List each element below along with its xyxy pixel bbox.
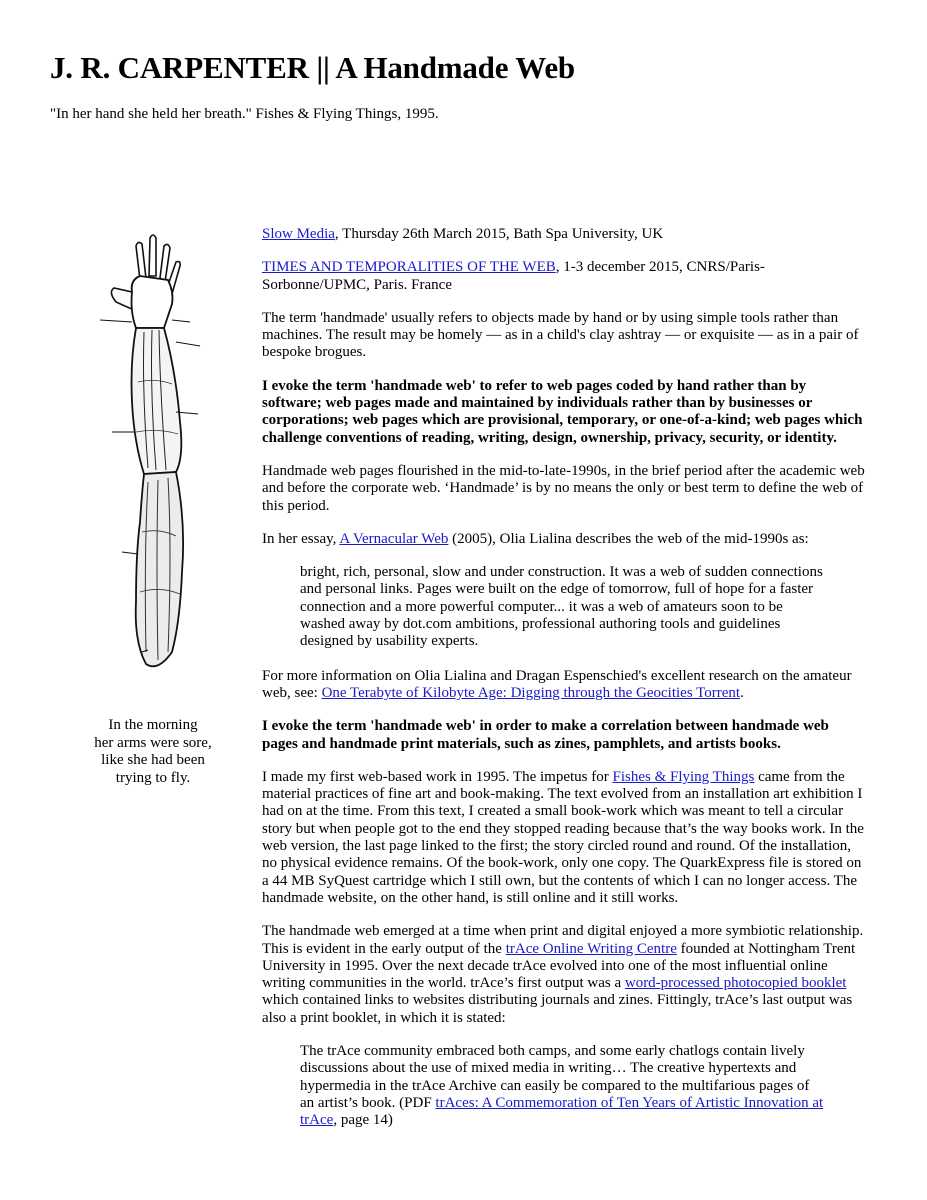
traces-commemoration-link[interactable]: trAces: A Commemoration of Ten Years of Artistic Innovation at trAce [300, 1094, 824, 1129]
first-work-text: I made my first web-based work in 1995. The impetus for [262, 768, 613, 785]
paragraph-term-handmade: The term 'handmade' usually refers to objects made by hand or by using simple tools rather than machines. The result may be homely — as in a child's clay ashtray — or exquisite — as in a pair of bespoke brogues. [262, 309, 859, 361]
essay-text: (2005), Olia Lialina describes the web of the mid-1990s as: [448, 530, 809, 547]
more-info-text: . [740, 684, 744, 701]
caption-line: In the morning [108, 717, 198, 733]
emerged-text: founded at Nottingham Trent University in 1995. Over the next decade trAce evolved into one of the most influential online writing communities in the world. trAce’s first output was a [262, 940, 856, 992]
slow-media-link[interactable]: Slow Media [262, 226, 335, 242]
event-times-temporalities [262, 259, 866, 294]
photocopied-booklet-link[interactable]: word-processed photocopied booklet [624, 975, 847, 992]
trace-quote-text: , page 14) [333, 1112, 393, 1129]
quote-lialina: bright, rich, personal, slow and under construction. It was a web of sudden connections and personal links. Pages were built on the edge of tomorrow, full of hope for a faster connection and a more powerful computer... it was a web of amateurs soon to be washed away by dot.com ambitions, professional authoring tools and guidelines designed by usability experts. [300, 564, 823, 650]
paragraph-essay [262, 531, 866, 548]
event-slow-media [262, 226, 866, 243]
paragraph-evoke-correlation: I evoke the term 'handmade web' in order to make a correlation between handmade web pages and handmade print materials, such as zines, pamphlets, and artists books. [262, 718, 829, 752]
emerged-text: The handmade web emerged at a time when print and digital enjoyed a more symbiotic relationship. This is evident in the early output of the [262, 923, 864, 957]
fishes-flying-things-link[interactable]: Fishes & Flying Things [612, 768, 755, 785]
page-title: J. R. CARPENTER || A Handmade Web [50, 50, 575, 85]
trace-writing-centre-link[interactable]: trAce Online Writing Centre [505, 940, 677, 957]
vernacular-web-link[interactable]: A Vernacular Web [339, 530, 449, 547]
paragraph-evoke-definition: I evoke the term 'handmade web' to refer to web pages coded by hand rather than by software; web pages made and maintained by individuals rather than by businesses or corporations; web pages which are provisional, temporary, or one-of-a-kind; web pages which challenge conventions of reading, writing, design, ownership, privacy, security, or identity. [262, 377, 863, 446]
essay-text: In her essay, [262, 530, 340, 547]
times-temporalities-link[interactable]: TIMES AND TEMPORALITIES OF THE WEB [262, 259, 556, 276]
caption-line: trying to fly. [115, 769, 191, 786]
epigraph: "In her hand she held her breath." Fishes & Flying Things, 1995. [50, 106, 439, 122]
event-detail: , Thursday 26th March 2015, Bath Spa University, UK [334, 226, 664, 242]
arm-illustration-icon [72, 232, 232, 687]
trace-quote-text: The trAce community embraced both camps, and some early chatlogs contain lively discussions about the use of mixed media in writing… The creative hypertexts and hypermedia in the trAce Archive can easily be compared to the multifarious pages of an artist’s book. (PDF [300, 1042, 810, 1111]
paragraph-first-work [262, 769, 866, 907]
sidebar [70, 232, 240, 687]
caption-line: like she had been [101, 752, 205, 768]
quote-trace [300, 1043, 826, 1129]
paragraph-more-info [262, 668, 866, 703]
emerged-text: which contained links to websites distributing journals and zines. Fittingly, trAce’s last output was also a print booklet, in which it is stated: [262, 992, 853, 1026]
paragraph-handmade-emerged [262, 923, 866, 1027]
event-detail: , 1-3 december 2015, CNRS/Paris-Sorbonne/UPMC, Paris. France [262, 259, 765, 293]
image-caption [70, 717, 236, 787]
more-info-text: For more information on Olia Lialina and Dragan Espenschied's excellent research on the amateur web, see: [262, 667, 852, 701]
first-work-text: came from the material practices of fine art and book-making. The text evolved from an installation art exhibition I had on at the time. From this text, I created a small book-work which was meant to tell a circular story but when people got to the end they stopped reading because that’s the way books work. In the web version, the last page linked to the first; the story circled round and round. Of the installation, no physical evidence remains. Of the book-work, only one copy. The QuarkExpress file is stored on a 44 MB SyQuest cartridge which I still own, but the contents of which I can no longer access. The handmade website, on the other hand, is still online and it still works. [262, 768, 864, 906]
caption-line: her arms were sore, [94, 734, 212, 751]
paragraph-flourished: Handmade web pages flourished in the mid-to-late-1990s, in the brief period after the academic web and before the corporate web. ‘Handmade’ is by no means the only or best term to define the web of this period. [262, 462, 865, 514]
one-terabyte-link[interactable]: One Terabyte of Kilobyte Age: Digging through the Geocities Torrent [321, 684, 741, 701]
main-content [262, 226, 866, 1146]
